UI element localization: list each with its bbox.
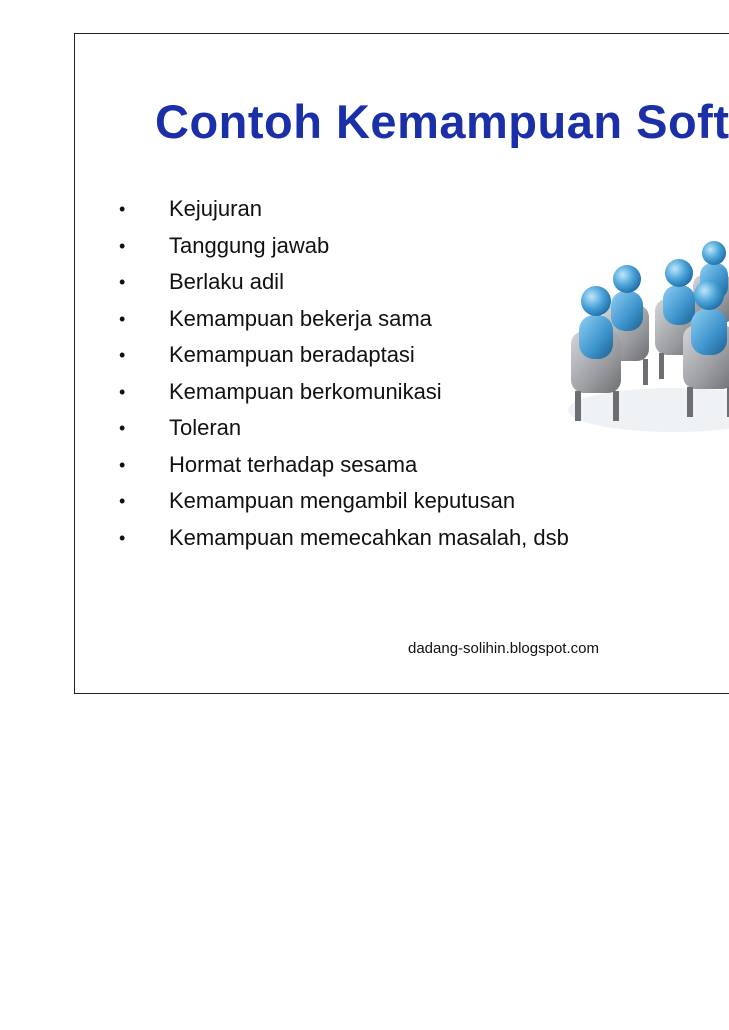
bullet-text: Toleran — [169, 415, 242, 440]
bullet-dot-icon: • — [119, 418, 126, 438]
bullet-dot-icon: • — [119, 199, 126, 219]
bullet-text: Kemampuan bekerja sama — [169, 305, 432, 331]
bullet-text: Kemampuan berkomunikasi — [169, 378, 442, 404]
bullet-text: Kejujuran — [169, 196, 262, 221]
bullet-text: Kemampuan beradaptasi — [169, 342, 415, 367]
bullet-text: Kemampuan memecahkan masalah, dsb — [169, 524, 569, 550]
footer-source: dadang-solihin.blogspot.com — [408, 640, 599, 657]
bullet-dot-icon: • — [119, 345, 126, 365]
bullet-dot-icon: • — [119, 235, 126, 256]
bullet-text: Berlaku adil — [169, 269, 284, 294]
bullet-text: Hormat terhadap sesama — [169, 451, 418, 477]
slide-title: Contoh Kemampuan Soft — [155, 95, 729, 148]
people-seated-meeting-icon — [563, 205, 729, 467]
bullet-dot-icon: • — [119, 308, 126, 329]
bullet-dot-icon: • — [119, 527, 126, 548]
bullet-text: Kemampuan mengambil keputusan — [169, 488, 516, 513]
bullet-dot-icon: • — [119, 272, 126, 292]
bullet-dot-icon: • — [119, 381, 126, 402]
slide-frame — [74, 33, 729, 694]
bullet-dot-icon: • — [119, 491, 126, 511]
bullet-dot-icon: • — [119, 454, 126, 475]
bullet-text: Tanggung jawab — [169, 232, 330, 258]
